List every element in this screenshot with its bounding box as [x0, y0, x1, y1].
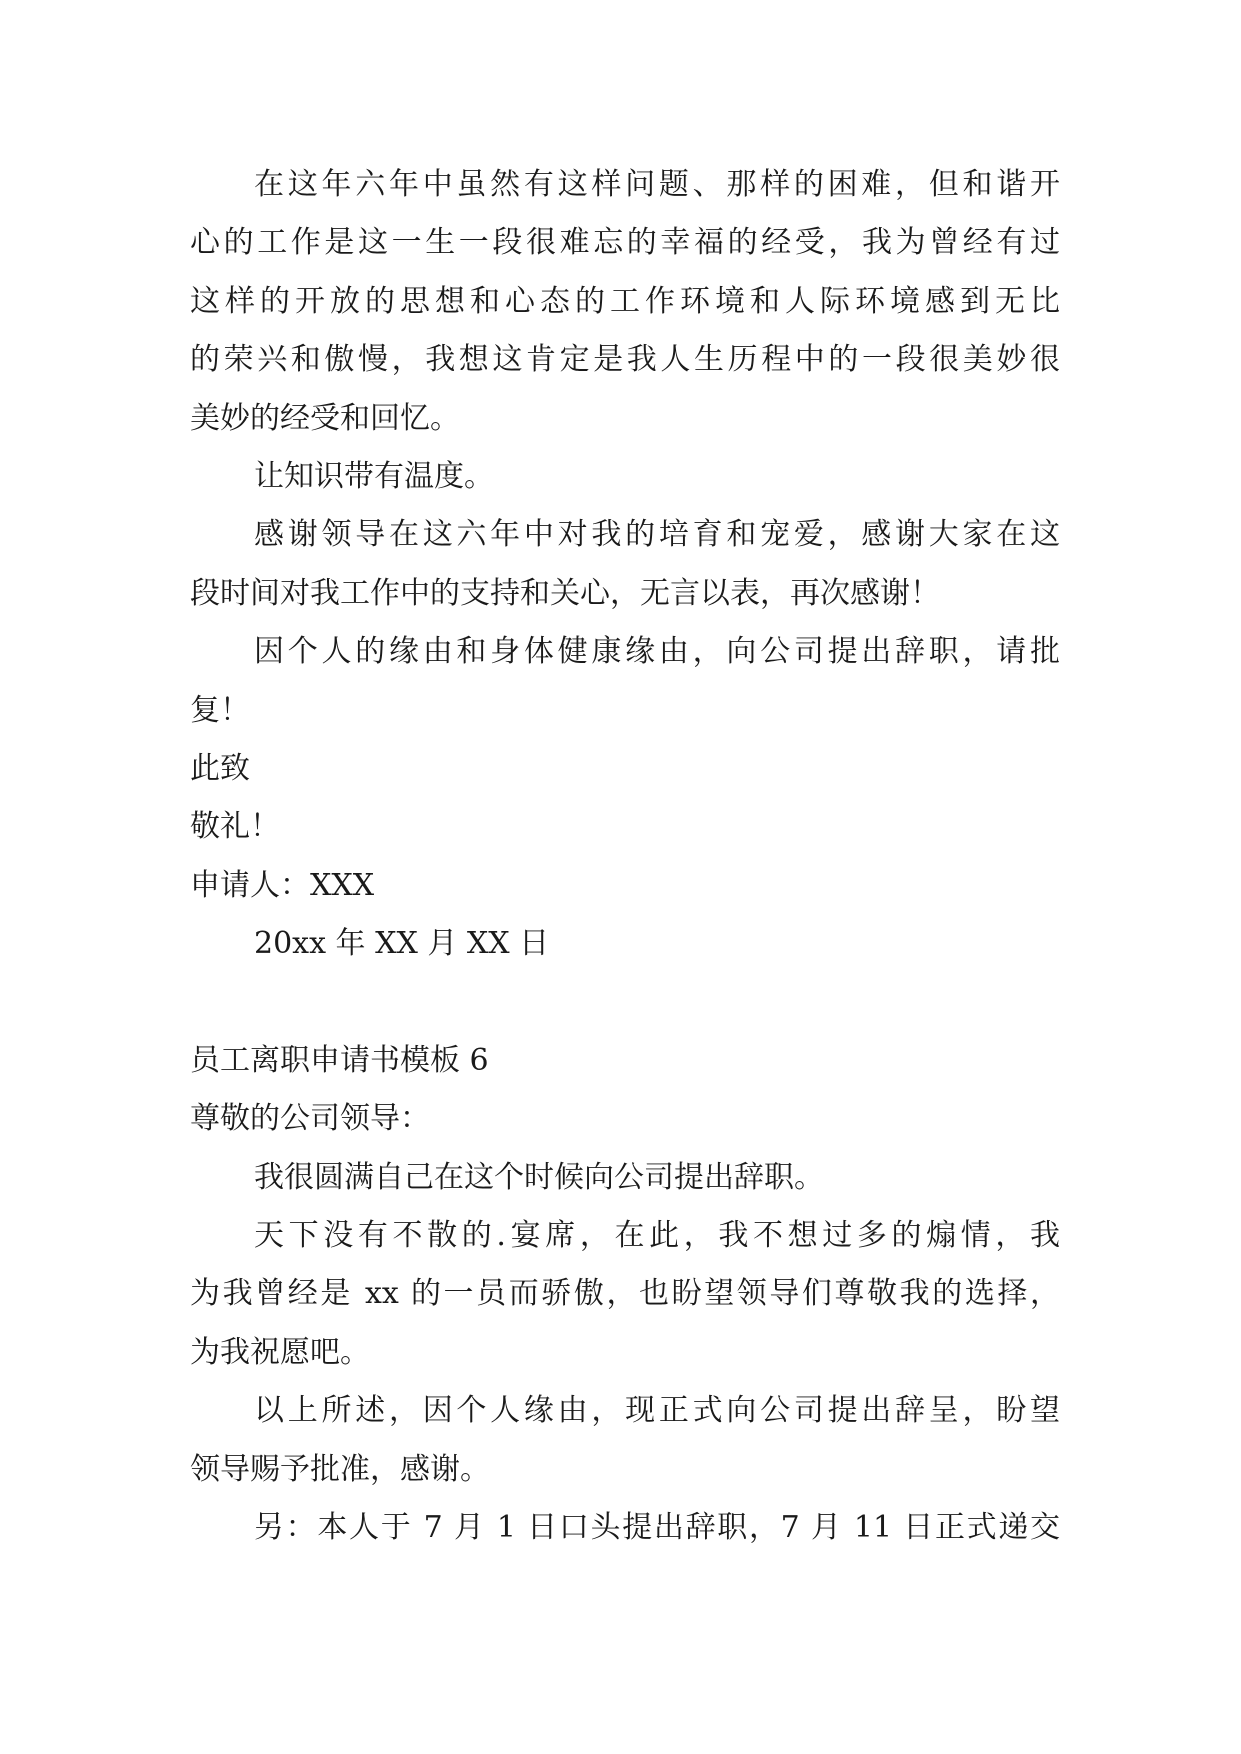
text-line: 在这年六年中虽然有这样问题、那样的困难，但和谐开 [254, 167, 1060, 202]
closing-line: 此致 [190, 750, 250, 786]
paragraph-additional: 另：本人于 7 月 1 日口头提出辞职，7 月 11 日正式递交 [254, 1509, 1060, 1545]
text-line: 以上所述，因个人缘由，现正式向公司提出辞呈，盼望 [254, 1393, 1060, 1429]
closing-regards: 敬礼！ [190, 809, 280, 845]
text-line: 心的工作是这一生一段很难忘的幸福的经受，我为曾经有过 [190, 225, 1060, 261]
text-line: 为我祝愿吧。 [190, 1334, 370, 1370]
text-line: 这样的开放的思想和心态的工作环境和人际环境感到无比 [190, 283, 1060, 319]
text-line: 美妙的经受和回忆。 [190, 400, 460, 436]
section-spacer [190, 973, 1060, 1031]
paragraph-reflection [190, 156, 1060, 448]
text-line: 为我曾经是 xx 的一员而骄傲，也盼望领导们尊敬我的选择， [190, 1276, 1060, 1312]
text-line: 感谢领导在这六年中对我的培育和宠爱，感谢大家在这 [254, 517, 1060, 553]
text-line: 复！ [190, 692, 250, 728]
paragraph-note: 让知识带有温度。 [254, 458, 494, 494]
salutation: 尊敬的公司领导： [190, 1101, 430, 1137]
section-title: 员工离职申请书模板 6 [190, 1042, 489, 1078]
applicant-signature: 申请人：XXX [190, 867, 375, 903]
document-body [190, 156, 1060, 1557]
text-line: 因个人的缘由和身体健康缘由，向公司提出辞职，请批 [254, 634, 1060, 670]
paragraph-formal-request [190, 1382, 1060, 1499]
text-line: 领导赐予批准，感谢。 [190, 1451, 490, 1487]
letter-date: 20xx 年 XX 月 XX 日 [254, 926, 550, 962]
paragraph-intro: 我很圆满自己在这个时候向公司提出辞职。 [254, 1159, 824, 1195]
paragraph-request [190, 623, 1060, 740]
paragraph-farewell [190, 1207, 1060, 1382]
text-line: 的荣兴和傲慢，我想这肯定是我人生历程中的一段很美妙很 [190, 342, 1060, 378]
paragraph-thanks [190, 506, 1060, 623]
text-line: 天下没有不散的.宴席，在此，我不想过多的煽情，我 [254, 1218, 1060, 1254]
text-line: 段时间对我工作中的支持和关心，无言以表，再次感谢！ [190, 575, 940, 611]
